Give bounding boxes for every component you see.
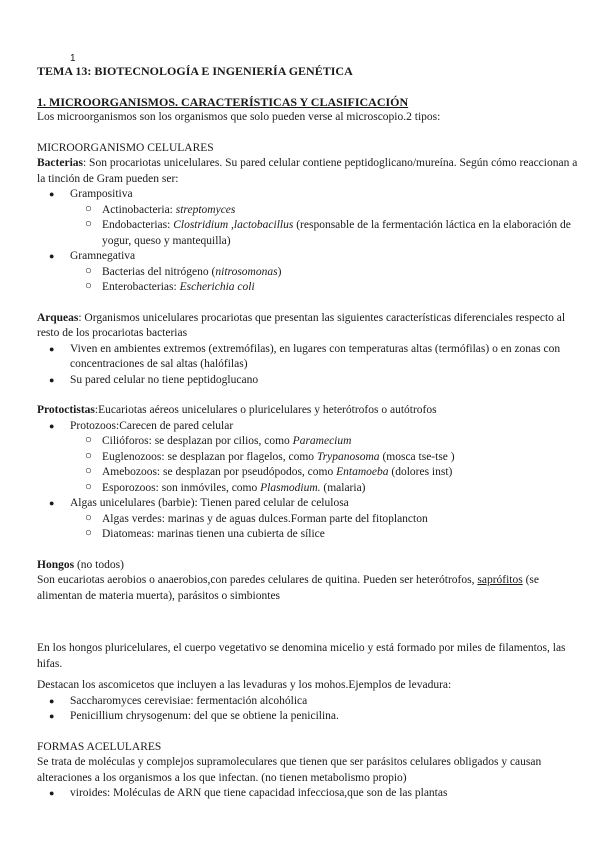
ascomicetos-paragraph: Destacan los ascomicetos que incluyen a las levaduras y los mohos.Ejemplos de levadura: bbox=[37, 679, 452, 691]
cellular-heading: MICROORGANISMO CELULARES bbox=[37, 141, 214, 154]
protoctistas-list bbox=[37, 419, 582, 543]
circle-bullet-icon: ○ bbox=[85, 434, 92, 446]
list-item: ● Penicillium chrysogenum: del que se obtiene la penicilina. bbox=[37, 709, 582, 725]
list-item: ● Viven en ambientes extremos (extremófilas), en lugares con temperaturas altas (termófilas) o en zonas con concentraciones de sal altas (halófilas) bbox=[49, 342, 561, 370]
list-item: ● Protozoos:Carecen de pared celular bbox=[37, 419, 582, 435]
list-item: ● Grampositiva bbox=[37, 187, 582, 203]
list-item: ○ Amebozoos: se desplazan por pseudópodos, como Entamoeba (dolores inst) bbox=[85, 465, 453, 478]
acellular-paragraph: Se trata de moléculas y complejos supramoleculares que tienen que ser parásitos celulares obligados y causan alteraciones a los organismos a los que infectan. (no tienen metabolismo propio) bbox=[37, 756, 542, 784]
bullet-icon: ● bbox=[49, 343, 55, 354]
acellular-heading: FORMAS ACELULARES bbox=[37, 740, 162, 753]
hongos-pluricelulares-paragraph: En los hongos pluricelulares, el cuerpo vegetativo se denomina micelio y está formado por miles de filamentos, las hifas. bbox=[37, 642, 566, 670]
bullet-icon: ● bbox=[49, 695, 55, 706]
page-number: 1 bbox=[70, 53, 76, 64]
circle-bullet-icon: ○ bbox=[85, 527, 92, 539]
bacterias-list bbox=[37, 187, 582, 296]
hongos-heading: Hongos (no todos) bbox=[37, 558, 124, 571]
list-item: ○ Esporozoos: son inmóviles, como Plasmodium. (malaria) bbox=[85, 480, 366, 494]
circle-bullet-icon: ○ bbox=[85, 480, 92, 493]
list-item: ○ Bacterias del nitrógeno (nitrosomonas) bbox=[85, 264, 282, 278]
section-heading: 1. MICROORGANISMOS. CARACTERÍSTICAS Y CLASIFICACIÓN bbox=[37, 94, 409, 109]
section-intro: Los microorganismos son los organismos que solo pueden verse al microscopio.2 tipos: bbox=[37, 111, 441, 123]
circle-bullet-icon: ○ bbox=[85, 511, 92, 524]
list-item: ○ Diatomeas: marinas tienen una cubierta de sílice bbox=[85, 527, 325, 540]
levaduras-list bbox=[37, 694, 582, 725]
document-content bbox=[37, 64, 582, 802]
list-item: ○ Cilióforos: se desplazan por cilios, como Paramecium bbox=[85, 434, 352, 447]
hongos-paragraph: Son eucariotas aerobios o anaerobios,con paredes celulares de quitina. Pueden ser heterótrofos, saprófitos (se alimentan de materia muerta), parásitos o simbiontes bbox=[37, 574, 540, 602]
circle-bullet-icon: ○ bbox=[85, 280, 92, 292]
bacterias-paragraph: Bacterias: Son procariotas unicelulares. Su pared celular contiene peptidoglicano/mureína. Según cómo reaccionan a la tinción de Gram pueden ser: bbox=[37, 157, 578, 185]
acellular-list bbox=[37, 786, 582, 802]
list-item: ○ Euglenozoos: se desplazan por flagelos, como Trypanosoma (mosca tse-tse ) bbox=[85, 449, 455, 463]
document-title: TEMA 13: BIOTECNOLOGÍA E INGENIERÍA GENÉTICA bbox=[37, 64, 353, 78]
list-item: ● viroides: Moléculas de ARN que tiene capacidad infecciosa,que son de las plantas bbox=[37, 786, 582, 802]
list-item: ● Gramnegativa bbox=[37, 249, 582, 265]
bullet-icon: ● bbox=[49, 420, 55, 431]
circle-bullet-icon: ○ bbox=[85, 264, 92, 277]
list-item: ○ Algas verdes: marinas y de aguas dulces.Forman parte del fitoplancton bbox=[85, 511, 428, 525]
circle-bullet-icon: ○ bbox=[85, 218, 92, 230]
list-item: ○ Endobacterias: Clostridium ,lactobacillus (responsable de la fermentación láctica en la elaboración de yogur, queso y mantequilla) bbox=[85, 218, 571, 247]
bullet-icon: ● bbox=[49, 189, 55, 199]
bullet-icon: ● bbox=[49, 251, 55, 261]
list-item: ● Su pared celular no tiene peptidoglucano bbox=[37, 373, 582, 389]
list-item: ● Saccharomyces cerevisiae: fermentación alcohólica bbox=[37, 694, 582, 710]
protoctistas-paragraph: Protoctistas:Eucariotas aéreos unicelulares o pluricelulares y heterótrofos o autótrofos bbox=[37, 404, 437, 416]
bullet-icon: ● bbox=[49, 711, 55, 721]
list-item: ○ Enterobacterias: Escherichia coli bbox=[85, 280, 255, 293]
circle-bullet-icon: ○ bbox=[85, 449, 92, 462]
bullet-icon: ● bbox=[49, 498, 55, 508]
bullet-icon: ● bbox=[49, 374, 55, 385]
arqueas-paragraph: Arqueas: Organismos unicelulares procariotas que presentan las siguientes características diferenciales respecto al resto de los procariotas bacterias bbox=[37, 311, 566, 339]
list-item: ○ Actinobacteria: streptomyces bbox=[85, 202, 236, 216]
arqueas-list bbox=[37, 342, 582, 389]
list-item: ● Algas unicelulares (barbie): Tienen pared celular de celulosa bbox=[37, 496, 582, 512]
circle-bullet-icon: ○ bbox=[85, 465, 92, 477]
bullet-icon: ● bbox=[49, 788, 55, 798]
circle-bullet-icon: ○ bbox=[85, 202, 92, 215]
